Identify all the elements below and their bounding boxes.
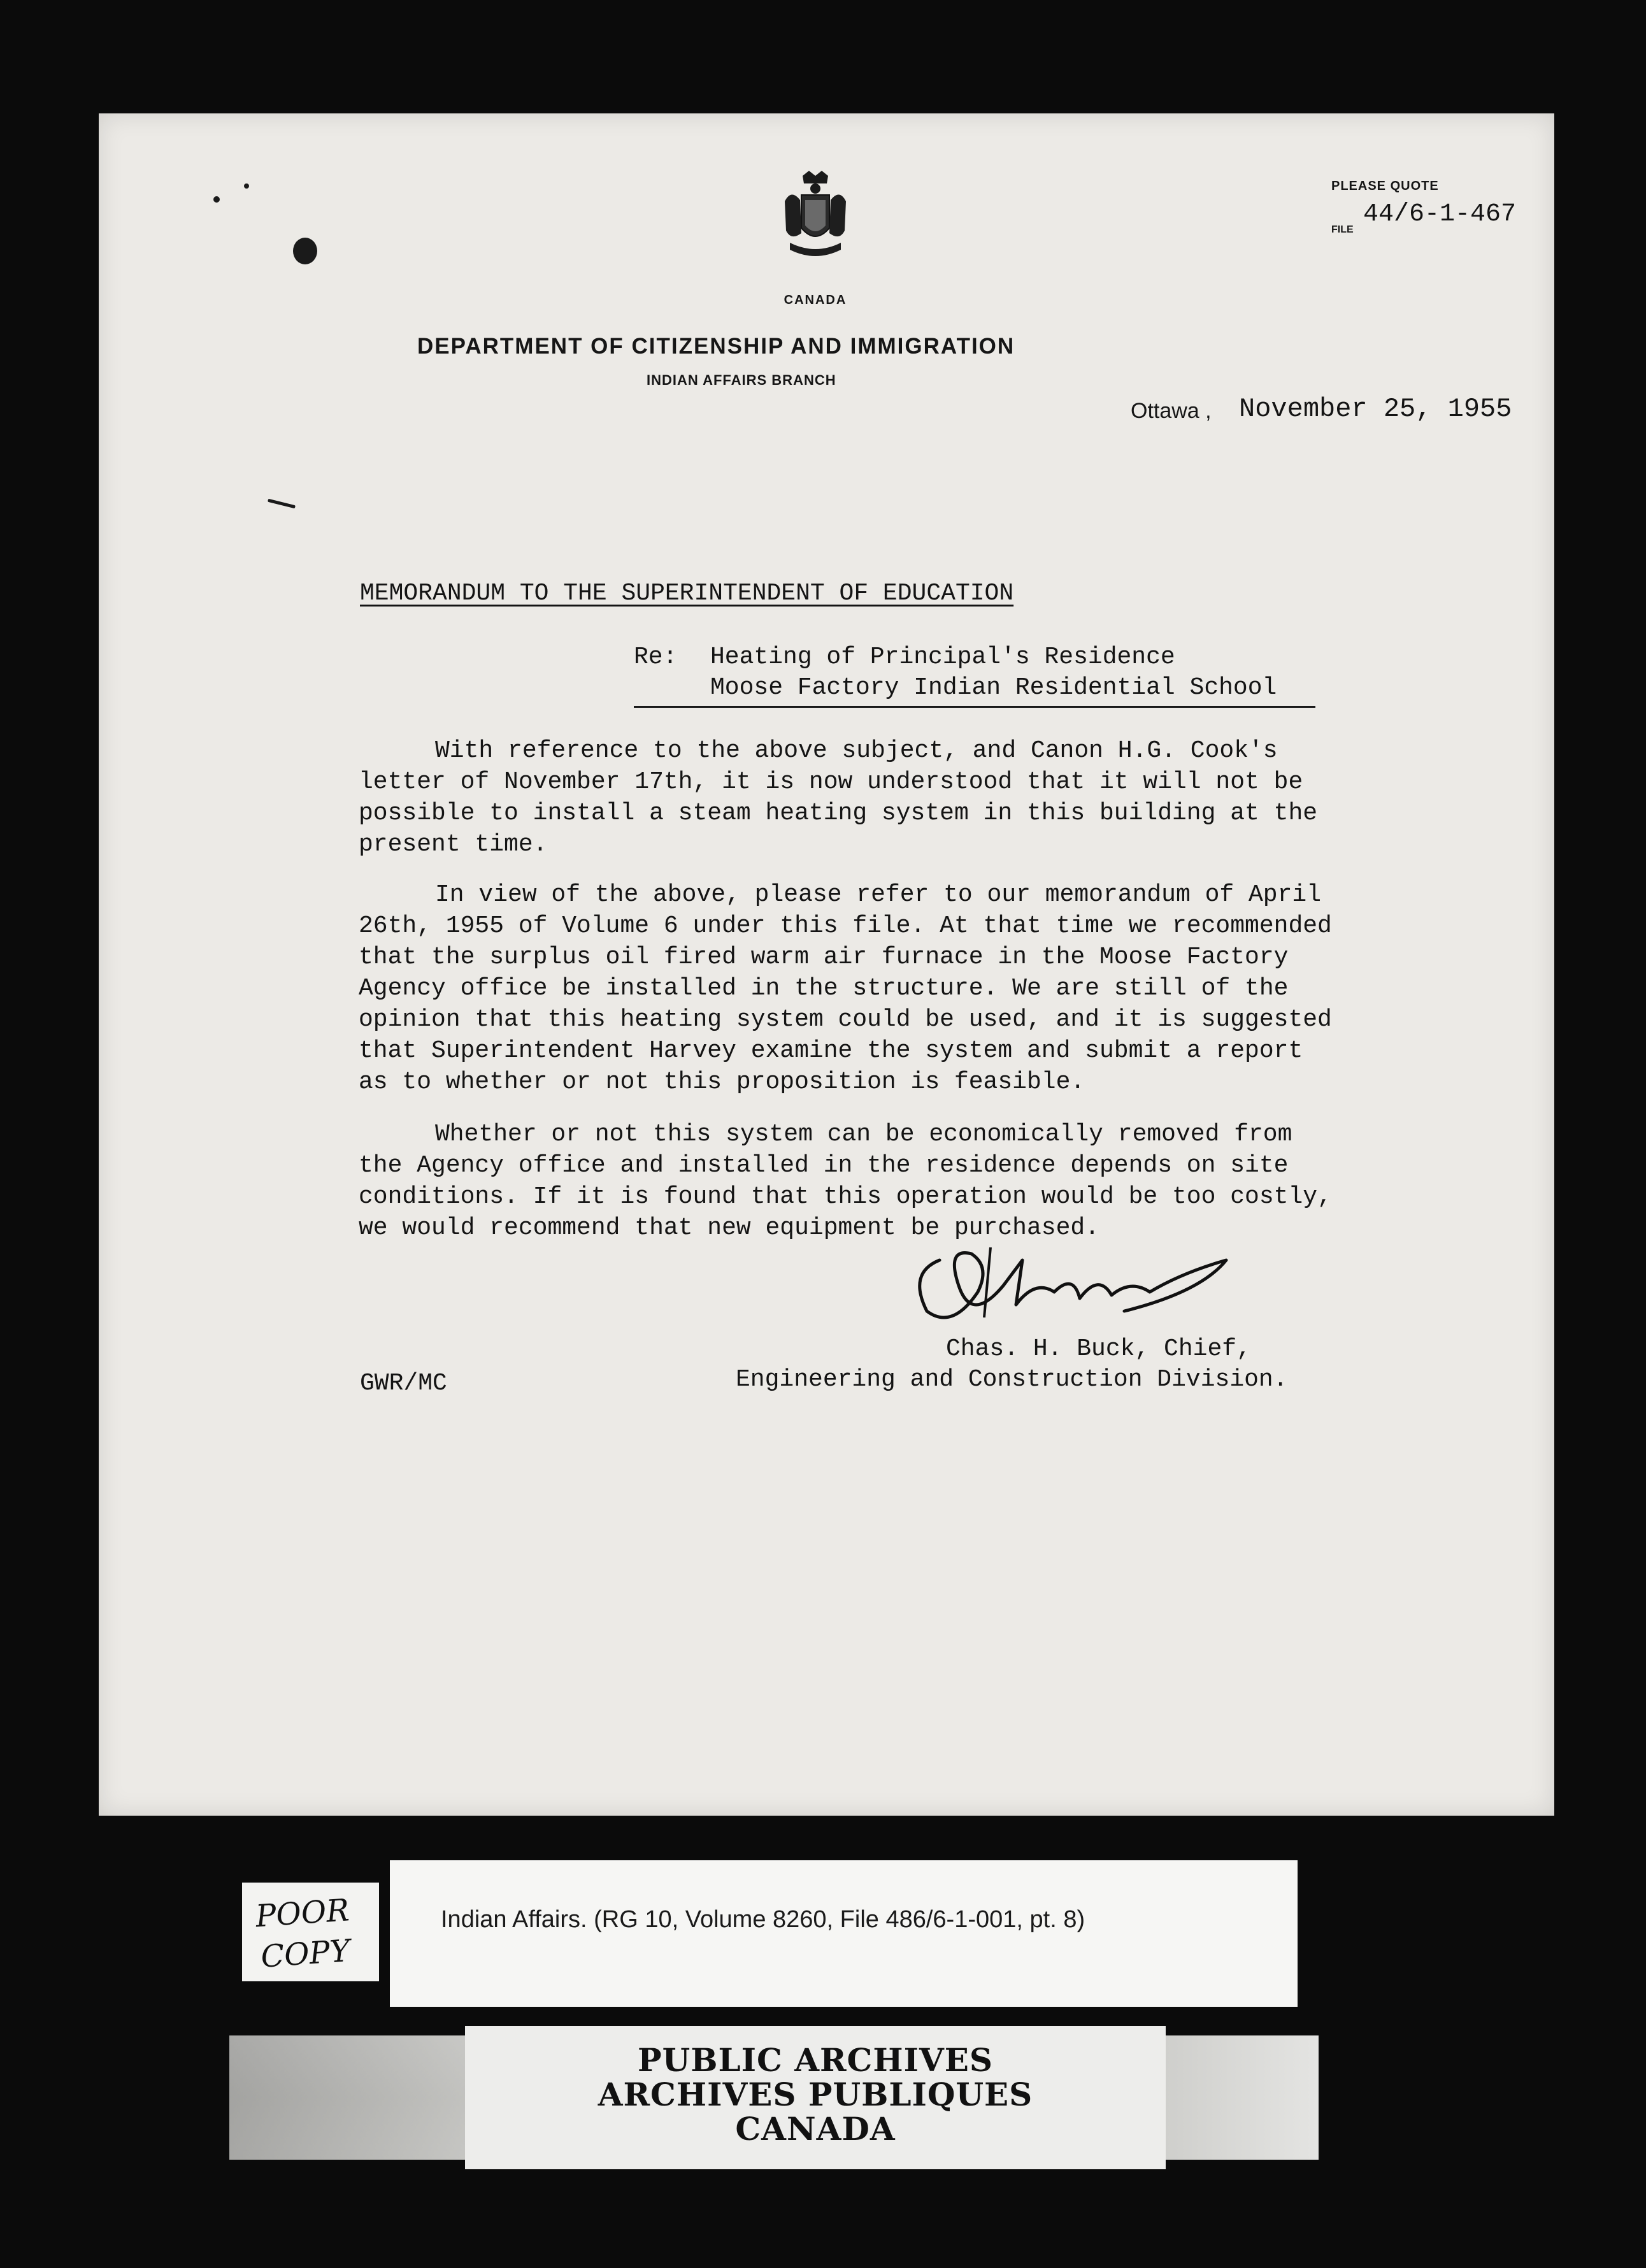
handwritten-signature — [882, 1235, 1239, 1330]
ink-speck — [213, 196, 220, 203]
canada-coat-of-arms-icon — [777, 169, 854, 265]
body-paragraph-1: With reference to the above subject, and Canon H.G. Cook's letter of November 17th, it is now understood that it will not be possible to install a steam heating system in this building at the present time. — [359, 737, 1318, 858]
signatory-name: Chas. H. Buck, Chief, — [946, 1335, 1251, 1363]
letter-page — [99, 113, 1554, 1816]
ink-blot — [293, 238, 317, 264]
ink-mark — [268, 499, 296, 508]
please-quote-label: PLEASE QUOTE — [1331, 179, 1439, 193]
re-subject-line-1: Heating of Principal's Residence — [710, 643, 1175, 671]
poor-copy-note — [242, 1883, 379, 1981]
stamp-line-3: CANADA — [735, 2110, 896, 2148]
archive-citation-label — [390, 1860, 1298, 2007]
stamp-line-1: PUBLIC ARCHIVES — [638, 2041, 993, 2079]
svg-text:POOR: POOR — [254, 1892, 351, 1935]
file-number: 44/6-1-467 — [1363, 200, 1517, 229]
signatory-division: Engineering and Construction Division. — [736, 1366, 1288, 1393]
svg-text:COPY: COPY — [259, 1933, 352, 1975]
file-label: FILE — [1331, 224, 1354, 235]
memo-title: MEMORANDUM TO THE SUPERINTENDENT OF EDUCATION — [360, 580, 1014, 607]
country-label: CANADA — [784, 293, 847, 307]
re-subject-line-2: Moose Factory Indian Residential School — [710, 674, 1277, 701]
typist-initials: GWR/MC — [360, 1370, 447, 1397]
subject-underline — [634, 706, 1315, 708]
public-archives-stamp — [465, 2026, 1166, 2169]
ink-speck — [244, 183, 249, 189]
body-paragraph-3: Whether or not this system can be economically removed from the Agency office and installed in the residence depends on site conditions. If it is found that this operation would be too costly, we would recommend that new equipment be purchased. — [359, 1121, 1332, 1242]
poor-copy-handwriting — [242, 1883, 379, 1981]
archive-strip-shadow — [229, 2035, 465, 2160]
branch-heading: INDIAN AFFAIRS BRANCH — [647, 372, 836, 388]
re-label: Re: — [634, 643, 678, 671]
archive-strip-right — [1166, 2035, 1319, 2160]
archive-citation: Indian Affairs. (RG 10, Volume 8260, File 486/6-1-001, pt. 8) — [441, 1906, 1085, 1933]
letter-date: November 25, 1955 — [1239, 394, 1512, 424]
date-place: Ottawa , — [1131, 399, 1212, 423]
stamp-line-2: ARCHIVES PUBLIQUES — [598, 2076, 1033, 2113]
department-heading: DEPARTMENT OF CITIZENSHIP AND IMMIGRATION — [417, 334, 1015, 359]
body-paragraph-2: In view of the above, please refer to our memorandum of April 26th, 1955 of Volume 6 under this file. At that time we recommended that the surplus oil fired warm air furnace in the Moose Factory Agency office be installed in the structure. We are still of the opinion that this heating system could be used, and it is suggested that Superintendent Harvey examine the system and submit a report as to whether or not this proposition is feasible. — [359, 881, 1332, 1096]
